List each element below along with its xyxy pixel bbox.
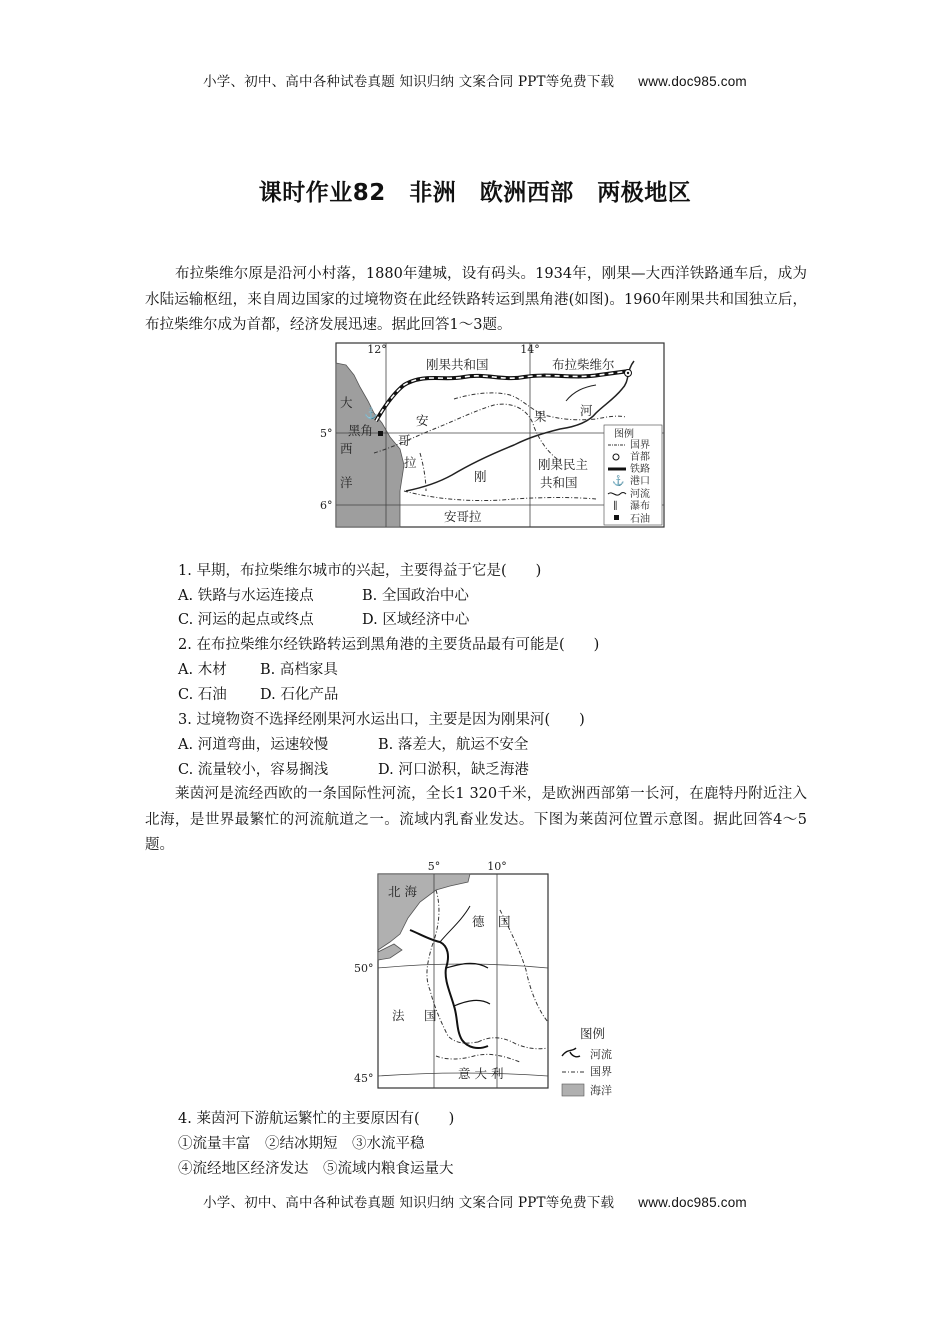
question-1-stem: 1. 早期，布拉柴维尔城市的兴起，主要得益于它是( ) <box>178 563 542 579</box>
map2-legend-sea-icon <box>562 1084 584 1096</box>
q2-option-b[interactable]: B. 高档家具 <box>260 662 338 678</box>
legend-title: 图例 <box>614 429 634 440</box>
question-2-stem: 2. 在布拉柴维尔经铁路转运到黑角港的主要货品最有可能是( ) <box>178 637 600 653</box>
question-3-options-row2 <box>178 758 529 782</box>
question-1-options-row2 <box>178 608 469 632</box>
map2-legend-border: 国界 <box>590 1065 612 1078</box>
label-xi: 西 <box>340 441 353 456</box>
q1-option-b[interactable]: B. 全国政治中心 <box>362 588 469 604</box>
label-italy: 意 大 利 <box>458 1066 504 1081</box>
header-site-link[interactable]: www.doc985.com <box>638 74 747 89</box>
question-4-stem: 4. 莱茵河下游航运繁忙的主要原因有( ) <box>178 1111 455 1127</box>
congo-map <box>320 341 666 529</box>
legend-railway: 铁路 <box>630 464 650 475</box>
q2-option-d[interactable]: D. 石化产品 <box>260 687 339 703</box>
legend-falls-icon: ∥ <box>613 501 618 512</box>
label-yang: 洋 <box>340 475 353 490</box>
label-he: 河 <box>580 403 593 418</box>
label-france-2: 国 <box>424 1008 437 1023</box>
legend-river: 河流 <box>630 489 650 500</box>
map2-legend-title: 图例 <box>580 1026 606 1041</box>
intro-paragraph-2: 莱茵河是流经西欧的一条国际性河流，全长1 320千米，是欧洲西部第一长河，在鹿特丹附近注入北海，是世界最繁忙的河流航道之一。流域内乳畜业发达。下图为莱茵河位置示意图。据此回答4～5题。 <box>145 786 807 853</box>
lat-50-label: 50° <box>354 962 374 975</box>
page-footer <box>0 1191 950 1211</box>
legend-port-icon: ⚓ <box>612 476 625 487</box>
lat-45-label: 45° <box>354 1072 374 1085</box>
anchor-icon: ⚓ <box>364 407 378 420</box>
q3-option-b[interactable]: B. 落差大，航运不安全 <box>378 737 529 753</box>
legend-border: 国界 <box>630 440 650 451</box>
question-2-options-row1 <box>178 658 338 682</box>
q1-option-c[interactable]: C. 河运的起点或终点 <box>178 612 314 628</box>
q1-option-d[interactable]: D. 区域经济中心 <box>362 612 470 628</box>
label-congo-rep: 刚果共和国 <box>426 357 489 372</box>
capital-dot <box>627 372 629 374</box>
label-germany-1: 德 <box>472 914 485 929</box>
map2-legend-river-icon <box>562 1048 580 1057</box>
map2-legend-river: 河流 <box>590 1048 612 1061</box>
question-4-line2: ④流经地区经济发达 ⑤流域内粮食运量大 <box>178 1161 454 1177</box>
page-title: 课时作业82 非洲 欧洲西部 两极地区 <box>258 180 692 206</box>
label-guo: 果 <box>534 409 547 424</box>
label-angola: 安哥拉 <box>444 509 482 524</box>
label-drc: 刚果民主 <box>538 457 589 472</box>
q1-option-a[interactable]: A. 铁路与水运连接点 <box>178 588 314 604</box>
lat-5-label: 5° <box>320 427 333 440</box>
label-la: 拉 <box>404 455 417 470</box>
question-4-line1: ①流量丰富 ②结冰期短 ③水流平稳 <box>178 1136 425 1152</box>
question-3-options-row1 <box>178 733 528 757</box>
q3-option-c[interactable]: C. 流量较小，容易搁浅 <box>178 762 329 778</box>
intro-paragraph-1: 布拉柴维尔原是沿河小村落，1880年建城，设有码头。1934年，刚果—大西洋铁路通车后，成为水陆运输枢纽，来自周边国家的过境物资在此经铁路转运到黑角港(如图)。1960年刚果共和国独立后，布拉柴维尔成为首都，经济发展迅速。据此回答1～3题。 <box>145 266 807 333</box>
label-drc2: 共和国 <box>540 475 578 490</box>
lat-6-label: 6° <box>320 499 333 512</box>
label-da: 大 <box>340 395 353 410</box>
legend-falls: 瀑布 <box>630 501 650 512</box>
lon-10-label: 10° <box>487 860 507 873</box>
q3-option-a[interactable]: A. 河道弯曲，运速较慢 <box>178 737 329 753</box>
page-header <box>0 70 950 90</box>
label-gang: 刚 <box>474 469 487 484</box>
lon-5-label: 5° <box>427 860 441 873</box>
label-north-sea: 北 海 <box>388 884 417 899</box>
header-text: 小学、初中、高中各种试卷真题 知识归纳 文案合同 PPT等免费下载 <box>203 74 615 90</box>
label-germany-2: 国 <box>498 914 511 929</box>
q3-option-d[interactable]: D. 河口淤积，缺乏海港 <box>378 762 529 778</box>
label-pointe-noire: 黑角 <box>348 423 374 438</box>
question-3-stem: 3. 过境物资不选择经刚果河水运出口，主要是因为刚果河( ) <box>178 712 585 728</box>
legend-oil: 石油 <box>630 514 650 525</box>
q2-option-c[interactable]: C. 石油 <box>178 687 227 703</box>
oil-icon <box>378 431 383 436</box>
question-1-options-row1 <box>178 584 469 608</box>
label-ge: 哥 <box>398 433 411 448</box>
lon-12-label: 12° <box>367 343 387 356</box>
question-2-options-row2 <box>178 683 338 707</box>
lon-14-label: 14° <box>520 343 540 356</box>
label-brazzaville: 布拉柴维尔 <box>552 357 615 372</box>
label-an: 安 <box>416 413 429 428</box>
label-france-1: 法 <box>392 1008 405 1023</box>
map2-legend-sea: 海洋 <box>590 1084 612 1097</box>
legend-capital: 首都 <box>630 452 650 463</box>
legend-port: 港口 <box>630 476 650 487</box>
rhine-map <box>350 860 640 1100</box>
footer-site-link[interactable]: www.doc985.com <box>638 1195 747 1210</box>
footer-text: 小学、初中、高中各种试卷真题 知识归纳 文案合同 PPT等免费下载 <box>203 1195 615 1211</box>
q2-option-a[interactable]: A. 木材 <box>178 662 227 678</box>
